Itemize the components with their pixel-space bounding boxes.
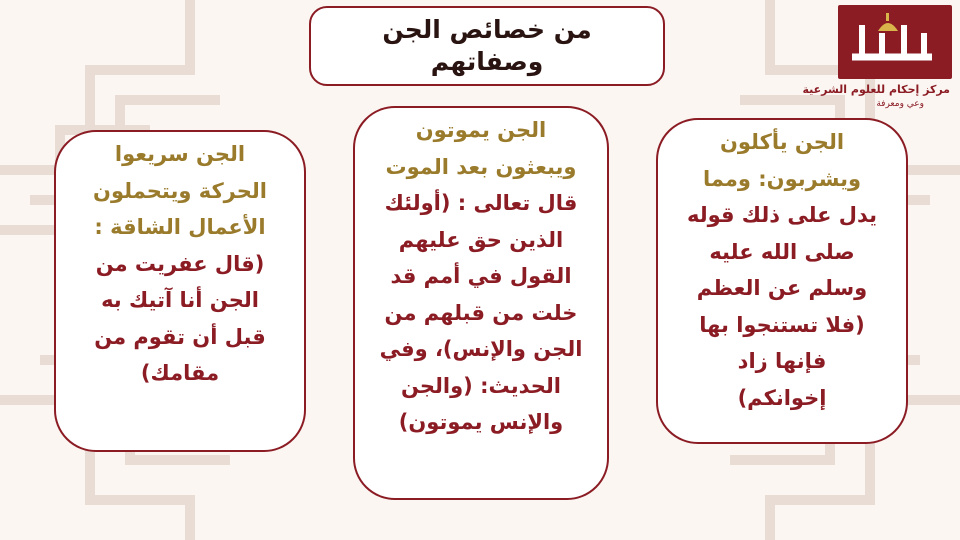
card-heading-line: الجن يموتون [415,118,547,142]
card-heading-line: الحركة ويتحملون [93,178,267,203]
card-body-line: إخوانكم) [737,385,827,410]
logo [802,3,954,109]
title-line-2: وصفاتهم [430,47,544,76]
card-body-line: خلت من قبلهم من [384,300,578,325]
card-body-line: وسلم عن العظم [696,276,868,300]
card-body-line: الذين حق عليهم [398,227,564,252]
card-body-line: يدل على ذلك قوله [686,203,878,227]
card-body-line: قبل أن تقوم من [94,324,266,349]
logo-tagline: وعي ومعرفة [876,99,924,109]
card-heading-line: الجن يأكلون [719,130,845,154]
card-body-line: الحديث: (والجن [401,373,561,398]
card-body-line: (فلا تستنجوا بها [699,312,865,337]
card-body-line: مقامك) [140,361,220,385]
logo-subtitle: مركز إحكام للعلوم الشرعية [802,83,950,96]
card-death-resurrection [353,106,609,500]
card-body-line: الجن والإنس)، وفي [379,337,583,361]
title-box [309,6,665,86]
card-body-line: القول في أمم قد [390,264,572,288]
card-eating-drinking [656,118,908,444]
card-body-line: قال تعالى : (أولئك [384,191,578,215]
card-speed-strength [54,130,306,452]
card-heading-line: الأعمال الشاقة : [94,215,266,239]
mosque-dome-icon [838,5,952,79]
title-line-1: من خصائص الجن [382,15,592,44]
card-body-line: صلى الله عليه [709,239,855,264]
card-heading-line: ويشربون: ومما [702,166,862,191]
card-heading-line: الجن سريعوا [114,142,246,166]
card-heading-line: ويبعثون بعد الموت [385,154,577,179]
card-body-line: والإنس يموتون) [398,410,564,434]
card-body-line: فإنها زاد [737,349,827,373]
card-body-line: الجن أنا آتيك به [101,288,259,312]
card-body-line: (قال عفريت من [95,251,265,276]
